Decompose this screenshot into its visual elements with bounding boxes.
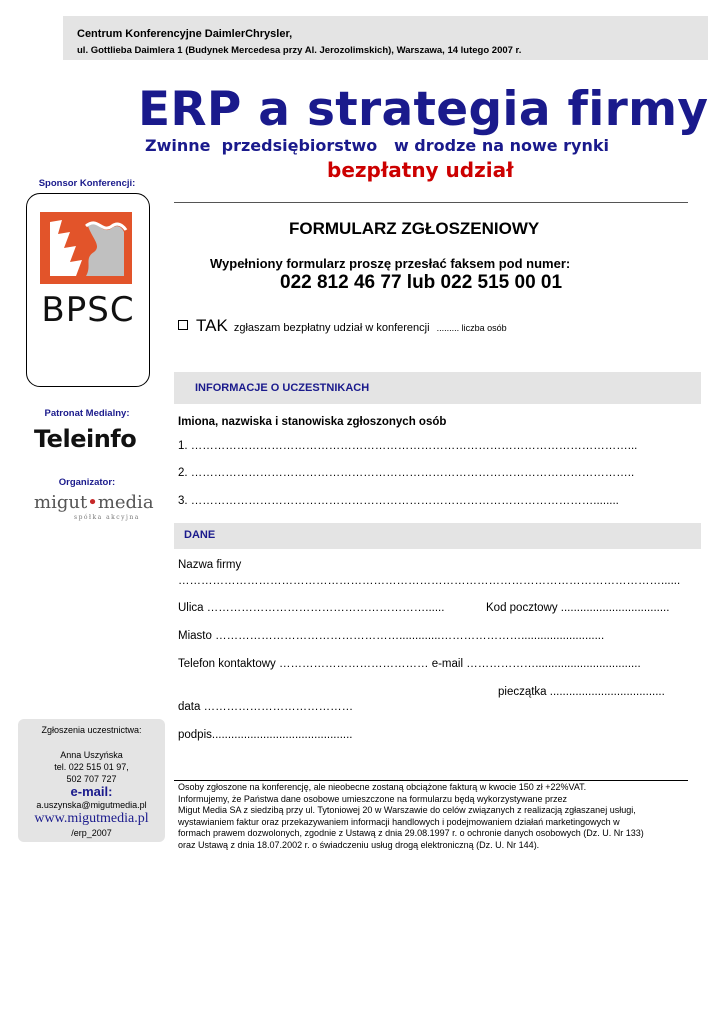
sponsor-logo [26, 193, 150, 387]
venue-header [63, 16, 708, 60]
participant-line-2[interactable]: 2. …………………………………………………………………………………………………….. [178, 467, 635, 479]
participant-line-3[interactable]: 3. ……………………………………………………………………………………………........ [178, 495, 619, 507]
contact-path: /erp_2007 [71, 828, 112, 838]
data-section-title: DANE [184, 529, 216, 541]
media-patron-label: Patronat Medialny: [44, 408, 130, 419]
contact-email-label: e-mail: [70, 784, 113, 799]
stamp-field[interactable]: pieczątka .................................... [498, 686, 665, 698]
free-participation-label: bezpłatny udział [327, 158, 514, 182]
organizer-label: Organizator: [58, 477, 116, 488]
city-field[interactable]: Miasto ………………………………………….............………………….......................... [178, 630, 605, 642]
migut-logo-part1: migut [34, 492, 88, 513]
teleinfo-logo: Teleinfo [34, 425, 137, 453]
venue-address-date: ul. Gottlieba Daimlera 1 (Budynek Mercedesa przy Al. Jerozolimskich), Warszawa, 14 lutego 2007 r. [77, 45, 522, 56]
conference-title: ERP a strategia firmy [138, 82, 709, 137]
top-divider [174, 202, 688, 203]
signature-field[interactable]: podpis............................................ [178, 729, 353, 741]
footer-line: wystawianiem faktur oraz przekazywaniem informacji handlowych i podejmowaniem działań marketingowych w [178, 816, 620, 827]
form-title: FORMULARZ ZGŁOSZENIOWY [289, 219, 540, 238]
company-label: Nazwa firmy [178, 559, 242, 571]
street-field[interactable]: Ulica …………………………………………………...... [178, 602, 445, 614]
contact-phone: tel. 022 515 01 97, [54, 762, 129, 772]
people-count-field[interactable]: ......... liczba osób [436, 323, 507, 333]
postal-code-field[interactable]: Kod pocztowy .................................. [486, 602, 670, 614]
footer-divider [174, 780, 688, 781]
tak-label: TAK [196, 316, 228, 335]
company-field[interactable]: ………………………………………………………………………………………………………………...... [178, 575, 681, 587]
participation-checkbox[interactable] [178, 320, 188, 330]
sponsor-logo-text: BPSC [41, 290, 135, 330]
migut-logo-subtitle: spółka akcyjna [74, 514, 140, 521]
footer-line: Osoby zgłoszone na konferencję, ale nieobecne zostaną obciążone fakturą w kwocie 150 zł +22%VAT. [178, 782, 587, 792]
conference-subtitle: Zwinne przedsiębiorstwo w drodze na nowe rynki [145, 136, 609, 155]
footer-notice [178, 782, 688, 851]
fax-instruction: Wypełniony formularz proszę przesłać faksem pod numer: [210, 256, 571, 271]
participation-checkbox-row [178, 316, 507, 336]
contact-heading: Zgłoszenia uczestnictwa: [41, 725, 142, 735]
contact-website-link[interactable]: www.migutmedia.pl [34, 811, 149, 826]
migut-logo-part2: media [97, 492, 154, 513]
venue-name: Centrum Konferencyjne DaimlerChrysler, [77, 28, 293, 40]
participant-line-1[interactable]: 1. ……………………………………………………………………………………………………... [178, 440, 638, 452]
data-section-bar [174, 523, 701, 549]
footer-line: Informujemy, że Państwa dane osobowe umieszczone na formularzu będą wykorzystywane przez [178, 793, 568, 804]
footer-line: formach prawem dozwolonych, zgodnie z Ustawą z dnia 29.08.1997 r. o ochronie danych osobowych (Dz. U. Nr 133) [178, 828, 644, 838]
date-field[interactable]: data ………………………………… [178, 701, 354, 713]
migutmedia-logo [34, 492, 154, 521]
contact-box [18, 719, 165, 842]
footer-line: oraz Ustawą z dnia 18.07.2002 r. o świadczeniu usług drogą elektroniczną (Dz. U. Nr 144). [178, 839, 540, 850]
logo-dot-icon: • [87, 492, 98, 513]
sponsor-label: Sponsor Konferencji: [38, 178, 136, 189]
participants-section-title: INFORMACJE O UCZESTNIKACH [195, 382, 370, 394]
tak-text: zgłaszam bezpłatny udział w konferencji [233, 322, 430, 334]
fax-numbers: 022 812 46 77 lub 022 515 00 01 [280, 272, 563, 293]
contact-phone2: 502 707 727 [66, 774, 117, 784]
participants-section-bar [174, 372, 701, 404]
contact-email[interactable]: a.uszynska@migutmedia.pl [36, 800, 147, 810]
phone-email-field[interactable]: Telefon kontaktowy ………………………………… e-mail ………………................................. [178, 658, 641, 670]
footer-line: Migut Media SA z siedzibą przy ul. Tytoniowej 20 w Warszawie do celów związanych z realizacją zgłaszanej usługi, [178, 805, 636, 815]
contact-name: Anna Uszyńska [60, 750, 123, 760]
bpsc-logo-icon [40, 212, 132, 284]
participants-heading: Imiona, nazwiska i stanowiska zgłoszonych osób [178, 416, 447, 428]
